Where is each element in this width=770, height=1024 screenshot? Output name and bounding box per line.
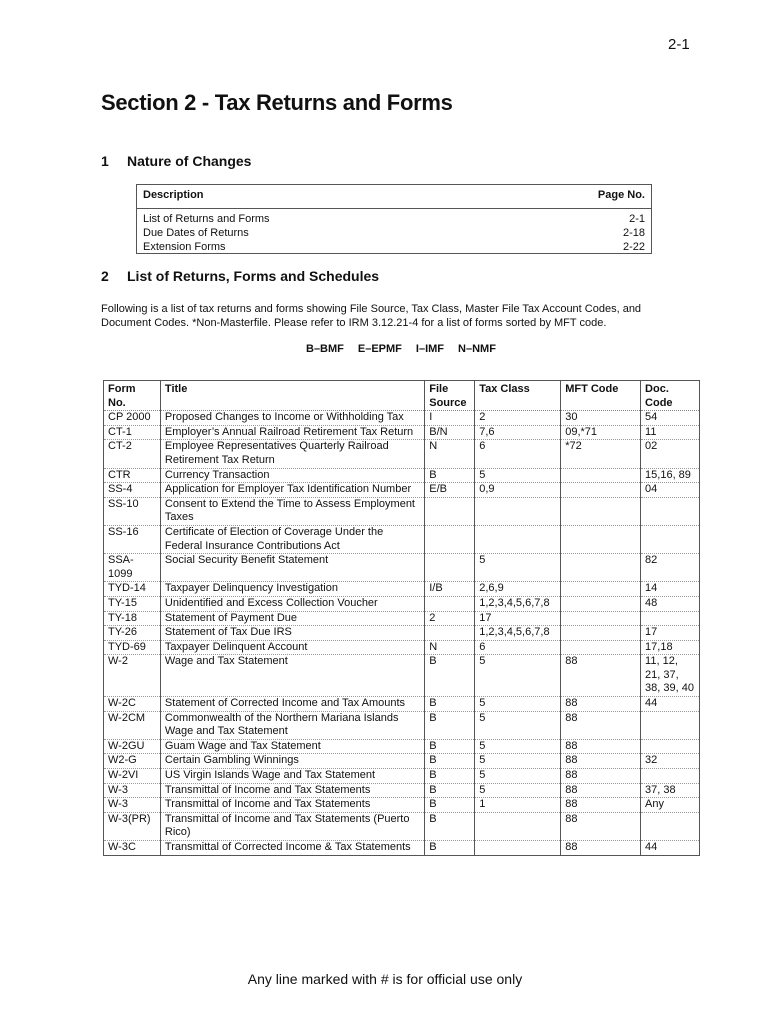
tax-class-cell: 7,6 xyxy=(475,425,561,440)
form-row xyxy=(104,640,700,655)
tax-class-cell: 0,9 xyxy=(475,483,561,498)
form-number-cell: SS-16 xyxy=(104,525,161,553)
forms-table xyxy=(103,380,700,856)
file-source-cell: 2 xyxy=(425,611,475,626)
list-of-returns-heading xyxy=(101,268,379,284)
tax-class-cell: 5 xyxy=(475,783,561,798)
change-page-number: 2-22 xyxy=(622,241,645,253)
tax-class-cell: 5 xyxy=(475,468,561,483)
mft-code-header: MFT Code xyxy=(561,381,641,411)
doc-code-cell xyxy=(641,739,700,754)
tax-class-cell: 1 xyxy=(475,798,561,813)
nature-table-row xyxy=(137,212,651,226)
page-title: Section 2 - Tax Returns and Forms xyxy=(101,90,453,115)
form-number-cell: CTR xyxy=(104,468,161,483)
form-row xyxy=(104,554,700,582)
form-row xyxy=(104,711,700,739)
doc-code-cell: 17,18 xyxy=(641,640,700,655)
nature-table-row xyxy=(137,240,651,254)
form-title-cell: Taxpayer Delinquent Account xyxy=(160,640,424,655)
form-title-cell: Proposed Changes to Income or Withholding Tax xyxy=(160,411,424,426)
tax-class-cell: 17 xyxy=(475,611,561,626)
form-number-cell: W-3C xyxy=(104,841,161,856)
mft-code-cell: 88 xyxy=(561,754,641,769)
section-heading-text: List of Returns, Forms and Schedules xyxy=(127,268,380,284)
form-row xyxy=(104,697,700,712)
form-row xyxy=(104,525,700,553)
page-no-column-header: Page No. xyxy=(597,189,645,201)
form-number-cell: TY-26 xyxy=(104,626,161,641)
doc-code-cell xyxy=(641,525,700,553)
tax-class-cell xyxy=(475,812,561,840)
doc-code-cell: 11, 12, 21, 37, 38, 39, 40 xyxy=(641,655,700,697)
tax-class-cell xyxy=(475,841,561,856)
form-number-cell: TY-18 xyxy=(104,611,161,626)
form-number-cell: W-2VI xyxy=(104,769,161,784)
form-title-cell: Wage and Tax Statement xyxy=(160,655,424,697)
nature-table-header xyxy=(137,185,651,209)
file-source-cell: B xyxy=(425,711,475,739)
form-number-cell: W-3 xyxy=(104,783,161,798)
tax-class-cell: 5 xyxy=(475,739,561,754)
file-source-cell xyxy=(425,497,475,525)
tax-class-cell xyxy=(475,525,561,553)
footer-note: Any line marked with # is for official use only xyxy=(247,971,523,987)
doc-code-cell xyxy=(641,812,700,840)
doc-code-cell: 44 xyxy=(641,697,700,712)
form-title-cell: Employee Representatives Quarterly Railroad Retirement Tax Return xyxy=(160,440,424,468)
nature-table-body xyxy=(137,209,651,254)
file-source-header: File Source xyxy=(425,381,475,411)
form-row xyxy=(104,483,700,498)
doc-code-cell: 17 xyxy=(641,626,700,641)
file-source-cell xyxy=(425,596,475,611)
mft-code-cell xyxy=(561,525,641,553)
file-source-cell: B xyxy=(425,841,475,856)
form-title-cell: Certain Gambling Winnings xyxy=(160,754,424,769)
doc-code-cell: 14 xyxy=(641,582,700,597)
form-row xyxy=(104,611,700,626)
file-source-cell: B/N xyxy=(425,425,475,440)
form-title-cell: Guam Wage and Tax Statement xyxy=(160,739,424,754)
mft-code-cell: 88 xyxy=(561,739,641,754)
file-source-cell: B xyxy=(425,754,475,769)
form-row xyxy=(104,626,700,641)
legend-item: B–BMF xyxy=(306,343,344,355)
doc-code-cell: 15,16, 89 xyxy=(641,468,700,483)
nature-of-changes-heading xyxy=(101,153,251,169)
form-row xyxy=(104,596,700,611)
form-number-cell: CT-2 xyxy=(104,440,161,468)
tax-class-cell xyxy=(475,497,561,525)
form-title-cell: Application for Employer Tax Identification Number xyxy=(160,483,424,498)
form-number-cell: W2-G xyxy=(104,754,161,769)
doc-code-cell xyxy=(641,769,700,784)
nature-table-row xyxy=(137,226,651,240)
mft-code-cell: 88 xyxy=(561,711,641,739)
mft-code-cell: 88 xyxy=(561,769,641,784)
form-row xyxy=(104,411,700,426)
form-row xyxy=(104,754,700,769)
form-number-cell: W-2CM xyxy=(104,711,161,739)
doc-code-cell: 82 xyxy=(641,554,700,582)
file-source-cell: N xyxy=(425,640,475,655)
mft-code-cell xyxy=(561,468,641,483)
mft-code-cell xyxy=(561,626,641,641)
mft-code-cell: 30 xyxy=(561,411,641,426)
form-row xyxy=(104,841,700,856)
description-column-header: Description xyxy=(143,189,204,201)
form-number-cell: W-2C xyxy=(104,697,161,712)
doc-code-cell xyxy=(641,611,700,626)
form-row xyxy=(104,739,700,754)
file-source-cell: B xyxy=(425,655,475,697)
file-source-cell: B xyxy=(425,769,475,784)
legend-item: I–IMF xyxy=(415,343,445,355)
change-page-number: 2-1 xyxy=(629,213,645,225)
form-title-cell: Transmittal of Income and Tax Statements (Puerto Rico) xyxy=(160,812,424,840)
form-title-cell: Employer’s Annual Railroad Retirement Tax Return xyxy=(160,425,424,440)
page-number: 2-1 xyxy=(668,36,690,53)
form-title-cell: Commonwealth of the Northern Mariana Islands Wage and Tax Statement xyxy=(160,711,424,739)
file-source-cell: B xyxy=(425,739,475,754)
doc-code-cell: 37, 38 xyxy=(641,783,700,798)
tax-class-cell: 1,2,3,4,5,6,7,8 xyxy=(475,596,561,611)
change-page-number: 2-18 xyxy=(622,227,645,239)
form-number-cell: W-2 xyxy=(104,655,161,697)
form-title-cell: Currency Transaction xyxy=(160,468,424,483)
form-number-cell: CT-1 xyxy=(104,425,161,440)
form-number-cell: W-2GU xyxy=(104,739,161,754)
legend-item: N–NMF xyxy=(458,343,496,355)
tax-class-cell: 2,6,9 xyxy=(475,582,561,597)
mft-code-cell xyxy=(561,483,641,498)
file-source-cell xyxy=(425,626,475,641)
mft-code-cell xyxy=(561,554,641,582)
form-number-cell: TY-15 xyxy=(104,596,161,611)
file-source-cell xyxy=(425,554,475,582)
tax-class-cell: 1,2,3,4,5,6,7,8 xyxy=(475,626,561,641)
file-source-legend xyxy=(306,343,510,355)
form-row xyxy=(104,798,700,813)
mft-code-cell: 88 xyxy=(561,783,641,798)
form-title-cell: Transmittal of Income and Tax Statements xyxy=(160,798,424,813)
file-source-cell: B xyxy=(425,468,475,483)
forms-table-body xyxy=(104,411,700,855)
change-description: List of Returns and Forms xyxy=(143,213,270,225)
doc-code-cell: 48 xyxy=(641,596,700,611)
form-title-cell: Statement of Corrected Income and Tax Amounts xyxy=(160,697,424,712)
mft-code-cell: 88 xyxy=(561,798,641,813)
form-row xyxy=(104,769,700,784)
form-title-cell: US Virgin Islands Wage and Tax Statement xyxy=(160,769,424,784)
nature-of-changes-table xyxy=(136,184,652,254)
form-row xyxy=(104,582,700,597)
tax-class-cell: 5 xyxy=(475,655,561,697)
mft-code-cell xyxy=(561,611,641,626)
doc-code-cell xyxy=(641,497,700,525)
mft-code-cell: 88 xyxy=(561,697,641,712)
doc-code-cell: 04 xyxy=(641,483,700,498)
section-number: 2 xyxy=(101,268,109,284)
forms-table-header xyxy=(104,381,700,411)
form-row xyxy=(104,440,700,468)
form-title-cell: Statement of Tax Due IRS xyxy=(160,626,424,641)
form-title-cell: Taxpayer Delinquency Investigation xyxy=(160,582,424,597)
form-title-cell: Transmittal of Income and Tax Statements xyxy=(160,783,424,798)
form-number-cell: SSA-1099 xyxy=(104,554,161,582)
file-source-cell: E/B xyxy=(425,483,475,498)
mft-code-cell xyxy=(561,497,641,525)
mft-code-cell: 88 xyxy=(561,841,641,856)
doc-code-cell: 11 xyxy=(641,425,700,440)
form-row xyxy=(104,497,700,525)
section-number: 1 xyxy=(101,153,109,169)
tax-class-cell: 5 xyxy=(475,769,561,784)
form-row xyxy=(104,425,700,440)
tax-class-cell: 6 xyxy=(475,640,561,655)
form-title-cell: Unidentified and Excess Collection Voucher xyxy=(160,596,424,611)
mft-code-cell: 09,*71 xyxy=(561,425,641,440)
form-title-cell: Transmittal of Corrected Income & Tax Statements xyxy=(160,841,424,856)
form-number-cell: SS-10 xyxy=(104,497,161,525)
tax-class-cell: 6 xyxy=(475,440,561,468)
file-source-cell: B xyxy=(425,783,475,798)
form-row xyxy=(104,812,700,840)
file-source-cell: I xyxy=(425,411,475,426)
form-title-cell: Social Security Benefit Statement xyxy=(160,554,424,582)
form-no-header: Form No. xyxy=(104,381,161,411)
legend-item: E–EPMF xyxy=(357,343,402,355)
mft-code-cell: 88 xyxy=(561,655,641,697)
form-number-cell: W-3 xyxy=(104,798,161,813)
form-number-cell: CP 2000 xyxy=(104,411,161,426)
mft-code-cell: *72 xyxy=(561,440,641,468)
doc-code-cell: 44 xyxy=(641,841,700,856)
form-number-cell: TYD-14 xyxy=(104,582,161,597)
mft-code-cell: 88 xyxy=(561,812,641,840)
form-number-cell: TYD-69 xyxy=(104,640,161,655)
form-title-cell: Certificate of Election of Coverage Under the Federal Insurance Contributions Act xyxy=(160,525,424,553)
section-heading-text: Nature of Changes xyxy=(127,153,252,169)
tax-class-cell: 2 xyxy=(475,411,561,426)
doc-code-cell: 54 xyxy=(641,411,700,426)
form-row xyxy=(104,783,700,798)
file-source-cell: I/B xyxy=(425,582,475,597)
intro-paragraph: Following is a list of tax returns and forms showing File Source, Tax Class, Master File Tax Account Codes, and Document Codes. *Non-Masterfile. Please refer to IRM 3.12.21-4 for a list of forms sorted by MFT code. xyxy=(101,303,642,329)
tax-class-cell: 5 xyxy=(475,754,561,769)
file-source-cell: B xyxy=(425,812,475,840)
form-row xyxy=(104,468,700,483)
mft-code-cell xyxy=(561,640,641,655)
tax-class-cell: 5 xyxy=(475,554,561,582)
mft-code-cell xyxy=(561,582,641,597)
form-title-cell: Statement of Payment Due xyxy=(160,611,424,626)
change-description: Extension Forms xyxy=(143,241,226,253)
doc-code-cell: 02 xyxy=(641,440,700,468)
title-header: Title xyxy=(160,381,424,411)
file-source-cell: N xyxy=(425,440,475,468)
file-source-cell: B xyxy=(425,697,475,712)
tax-class-header: Tax Class xyxy=(475,381,561,411)
doc-code-cell: 32 xyxy=(641,754,700,769)
doc-code-header: Doc. Code xyxy=(641,381,700,411)
change-description: Due Dates of Returns xyxy=(143,227,249,239)
form-number-cell: SS-4 xyxy=(104,483,161,498)
tax-class-cell: 5 xyxy=(475,711,561,739)
file-source-cell xyxy=(425,525,475,553)
file-source-cell: B xyxy=(425,798,475,813)
doc-code-cell xyxy=(641,711,700,739)
tax-class-cell: 5 xyxy=(475,697,561,712)
doc-code-cell: Any xyxy=(641,798,700,813)
form-number-cell: W-3(PR) xyxy=(104,812,161,840)
form-row xyxy=(104,655,700,697)
form-title-cell: Consent to Extend the Time to Assess Employment Taxes xyxy=(160,497,424,525)
mft-code-cell xyxy=(561,596,641,611)
